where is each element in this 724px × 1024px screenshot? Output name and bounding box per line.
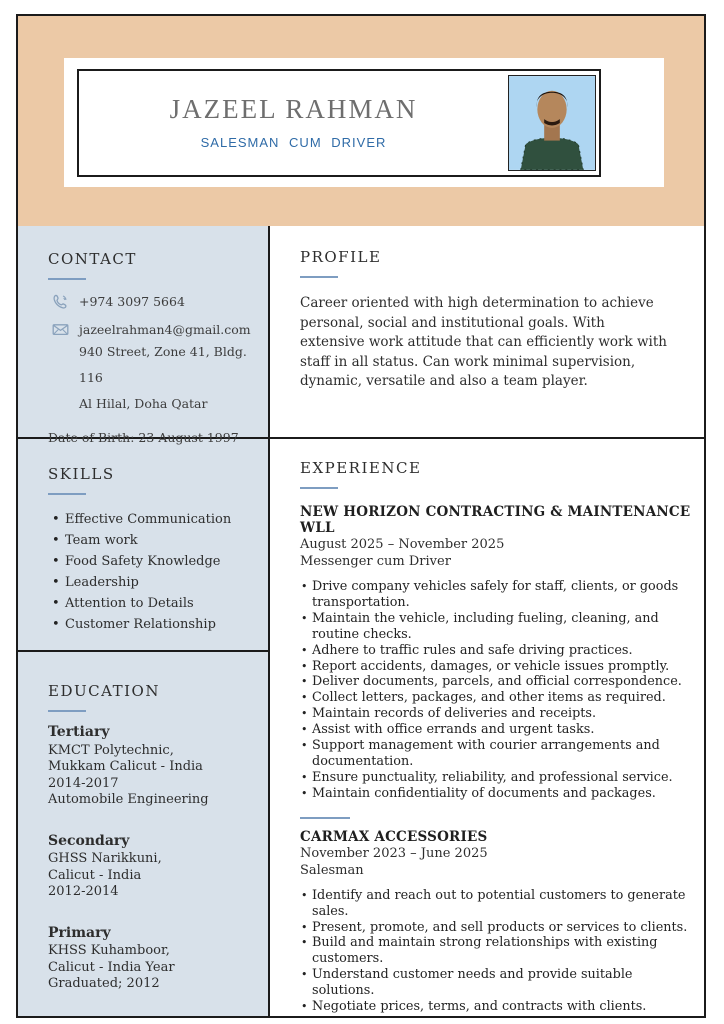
experience-heading-rule (300, 487, 338, 489)
education-line: Calicut - India (48, 867, 142, 883)
job-role: Messenger cum Driver (300, 554, 451, 569)
job-bullet: • Understand customer needs and provide suitable solutions. (300, 967, 694, 999)
education-entries (48, 724, 258, 993)
job-company: CARMAX ACCESSORIES (300, 828, 488, 845)
experience-section (270, 439, 704, 1016)
job-bullet: • Collect letters, packages, and other items as required. (300, 690, 694, 706)
job-role: Salesman (300, 862, 364, 878)
job-bullet: • Negotiate prices, terms, and contracts with clients. (300, 999, 694, 1015)
education-level: Tertiary (48, 724, 110, 740)
education-line: KMCT Polytechnic, (48, 742, 174, 758)
contact-heading: CONTACT (48, 250, 137, 268)
education-level: Secondary (48, 832, 130, 849)
education-entry-lines (48, 743, 258, 809)
job-bullet: • Adhere to traffic rules and safe driving practices. (300, 643, 694, 659)
education-section (18, 652, 268, 1016)
experience-jobs (300, 504, 694, 1015)
education-level: Primary (48, 924, 111, 941)
education-line: 2012-2014 (48, 884, 119, 899)
address-lines (79, 339, 256, 417)
job-divider (300, 817, 350, 819)
education-heading-rule (48, 710, 86, 712)
profile-heading-rule (300, 276, 338, 278)
education-line: Mukkam Calicut - India (48, 759, 203, 774)
job-bullet: • Present, promote, and sell products or services to clients. (300, 920, 694, 936)
job-bullet: • Support management with courier arrangements and documentation. (300, 738, 694, 770)
skill-item: • Leadership (52, 572, 258, 593)
skills-heading-rule (48, 493, 86, 495)
education-heading: EDUCATION (48, 682, 160, 700)
date-of-birth: Date of Birth: 23 August 1997 (48, 430, 239, 445)
contact-rows (52, 294, 256, 417)
job-bullet: • Maintain confidentiality of documents and packages. (300, 786, 694, 802)
job-bullet: • Maintain records of deliveries and receipts. (300, 706, 694, 722)
address-line-2: Al Hilal, Doha Qatar (79, 396, 208, 411)
person-job-title: SALESMAN CUM DRIVER (200, 135, 387, 150)
header-box (77, 69, 601, 177)
left-column (18, 226, 270, 1016)
job-bullet: • Build and maintain strong relationships with existing customers. (300, 935, 694, 967)
profile-photo (508, 75, 596, 171)
education-entry-lines (48, 943, 258, 993)
skill-item: • Attention to Details (52, 593, 258, 614)
job-bullet: • Assist with office errands and urgent tasks. (300, 722, 694, 738)
portrait-illustration (509, 76, 595, 170)
right-column (270, 226, 704, 1016)
phone-number: +974 3097 5664 (79, 294, 185, 309)
phone-row (52, 294, 256, 309)
mail-icon (52, 322, 69, 337)
body-columns (18, 226, 704, 1016)
job-entry (300, 817, 694, 1015)
education-entry (48, 724, 258, 809)
job-entry (300, 504, 694, 802)
skill-item: • Team work (52, 530, 258, 551)
phone-icon (52, 294, 69, 309)
job-bullet-list (300, 888, 694, 1015)
job-bullet: • Drive company vehicles safely for staff, clients, or goods transportation. (300, 579, 694, 611)
education-entry (48, 833, 258, 901)
contact-section (18, 226, 268, 445)
name-block (79, 94, 508, 152)
skills-list (52, 509, 258, 635)
job-bullet: • Report accidents, damages, or vehicle issues promptly. (300, 659, 694, 675)
education-line: Automobile Engineering (48, 792, 209, 807)
job-bullet: • Deliver documents, parcels, and official correspondence. (300, 674, 694, 690)
resume-page (16, 14, 706, 1018)
header-backdrop (64, 58, 664, 187)
skill-item: • Food Safety Knowledge (52, 551, 258, 572)
job-dates: August 2025 – November 2025 (300, 537, 505, 552)
job-bullet-list (300, 579, 694, 802)
education-entry (48, 925, 258, 993)
job-dates: November 2023 – June 2025 (300, 845, 488, 861)
address-line-1: 940 Street, Zone 41, Bldg. 116 (79, 344, 247, 385)
education-line: Graduated; 2012 (48, 976, 160, 991)
job-bullet: • Maintain the vehicle, including fueling, cleaning, and routine checks. (300, 611, 694, 643)
education-entry-lines (48, 851, 258, 901)
skill-item: • Effective Communication (52, 509, 258, 530)
job-bullet: • Ensure punctuality, reliability, and professional service. (300, 770, 694, 786)
profile-heading: PROFILE (300, 248, 382, 266)
job-company: NEW HORIZON CONTRACTING & MAINTENANCE WLL (300, 504, 691, 536)
email-address: jazeelrahman4@gmail.com (79, 322, 251, 337)
job-bullet: • Identify and reach out to potential customers to generate sales. (300, 888, 694, 920)
profile-section (270, 226, 704, 439)
person-name: JAZEEL RAHMAN (169, 94, 418, 124)
education-line: Calicut - India Year (48, 959, 175, 975)
education-line: GHSS Narikkuni, (48, 851, 162, 866)
education-line: 2014-2017 (48, 775, 119, 791)
profile-text: Career oriented with high determination to achieve personal, social and institutional goals. With extensive work attitude that can efficiently work with staff in all status. Can work minimal supervision, dynamic, versatile and also a team player. (300, 295, 667, 389)
contact-heading-rule (48, 278, 86, 280)
education-line: KHSS Kuhamboor, (48, 943, 170, 958)
skills-section (18, 439, 268, 652)
header-band (18, 16, 704, 226)
skill-item: • Customer Relationship (52, 614, 258, 635)
email-row (52, 322, 256, 337)
skills-heading: SKILLS (48, 465, 115, 483)
experience-heading: EXPERIENCE (300, 459, 422, 477)
